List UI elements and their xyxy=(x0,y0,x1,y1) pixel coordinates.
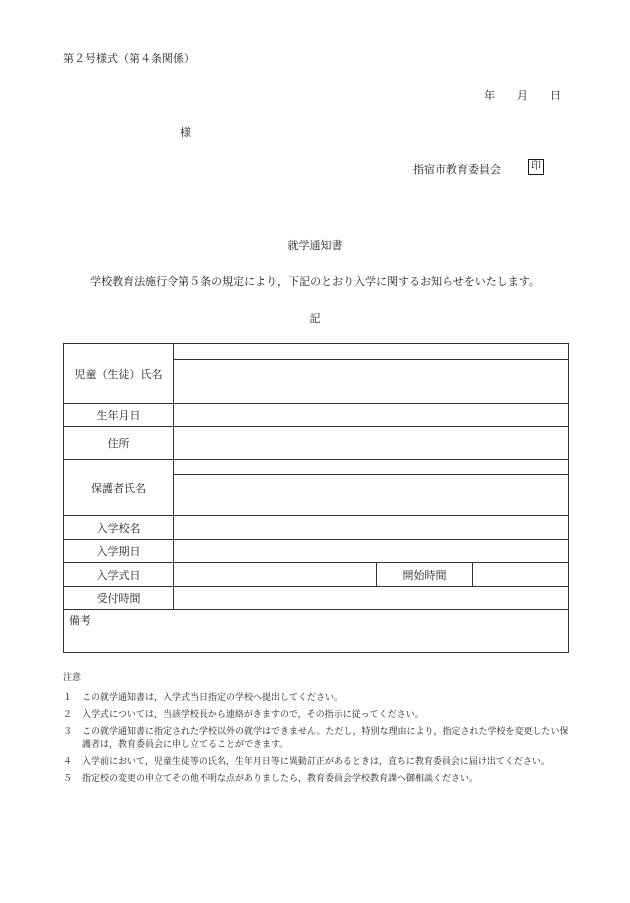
note-number: ５ xyxy=(63,774,73,784)
note-number: ３ xyxy=(63,727,73,737)
ceremony-date-cell[interactable] xyxy=(174,563,377,587)
note-text: 入学式については，当該学校長から連絡がきますので，その指示に従ってください。 xyxy=(82,710,424,720)
child-name-cell[interactable] xyxy=(174,360,569,404)
ceremony-date-label: 入学式日 xyxy=(64,563,174,587)
note-item xyxy=(63,709,573,722)
note-number: １ xyxy=(63,693,73,703)
guardian-name-label: 保護者氏名 xyxy=(64,460,174,516)
intro-text: 学校教育法施行令第５条の規定により，下記のとおり入学に関するお知らせをいたします。 xyxy=(90,275,540,288)
date-day-label: 日 xyxy=(550,89,561,102)
notes-heading: 注意 xyxy=(63,673,82,683)
table-row xyxy=(64,540,569,563)
issuer-name: 指宿市教育委員会 xyxy=(413,163,501,176)
addressee-honorific: 様 xyxy=(180,126,191,139)
table-row xyxy=(64,610,569,653)
note-item xyxy=(63,773,573,786)
reception-time-label: 受付時間 xyxy=(64,587,174,610)
birth-date-cell[interactable] xyxy=(174,404,569,427)
guardian-name-furigana-cell[interactable] xyxy=(174,460,569,475)
enrollment-date-cell[interactable] xyxy=(174,540,569,563)
birth-date-label: 生年月日 xyxy=(64,404,174,427)
start-time-label: 開始時間 xyxy=(377,563,473,587)
note-number: ４ xyxy=(63,757,73,767)
address-label: 住所 xyxy=(64,427,174,460)
table-row xyxy=(64,427,569,460)
child-name-label: 児童（生徒）氏名 xyxy=(64,344,174,404)
table-row xyxy=(64,404,569,427)
table-row xyxy=(64,516,569,540)
remarks-label: 備考 xyxy=(69,614,91,627)
table-row xyxy=(64,563,569,587)
note-text: この就学通知書は，入学式当日指定の学校へ提出してください。 xyxy=(82,693,344,703)
note-item xyxy=(63,692,573,705)
date-year-label: 年 xyxy=(484,89,495,102)
table-row xyxy=(64,587,569,610)
enrollment-date-label: 入学期日 xyxy=(64,540,174,563)
ki-heading: 記 xyxy=(309,312,321,325)
form-number: 第２号様式（第４条関係） xyxy=(63,52,195,65)
note-item xyxy=(63,756,573,769)
table-row xyxy=(64,460,569,475)
guardian-name-cell[interactable] xyxy=(174,475,569,516)
document-title: 就学通知書 xyxy=(287,239,343,252)
address-cell[interactable] xyxy=(174,427,569,460)
note-number: ２ xyxy=(63,710,73,720)
note-text: 指定校の変更の申立てその他不明な点がありましたら，教育委員会学校教育課へ御相談ください。 xyxy=(82,774,479,784)
info-table xyxy=(63,343,569,653)
notes-section xyxy=(63,672,573,790)
date-month-label: 月 xyxy=(517,89,528,102)
note-text: この就学通知書に指定された学校以外の就学はできません。ただし，特別な理由により，指定された学校を変更したい保護者は，教育委員会に申し立てることができます。 xyxy=(82,727,569,750)
remarks-cell[interactable] xyxy=(64,610,569,653)
start-time-cell[interactable] xyxy=(473,563,569,587)
school-name-cell[interactable] xyxy=(174,516,569,540)
date-line xyxy=(484,87,561,103)
reception-time-cell[interactable] xyxy=(174,587,569,610)
note-item xyxy=(63,726,573,752)
seal-stamp: 印 xyxy=(528,159,544,175)
school-name-label: 入学校名 xyxy=(64,516,174,540)
table-row xyxy=(64,344,569,360)
note-text: 入学前において，児童生徒等の氏名，生年月日等に異動訂正があるときは，直ちに教育委員会に届け出てください。 xyxy=(82,757,550,767)
child-name-furigana-cell[interactable] xyxy=(174,344,569,360)
